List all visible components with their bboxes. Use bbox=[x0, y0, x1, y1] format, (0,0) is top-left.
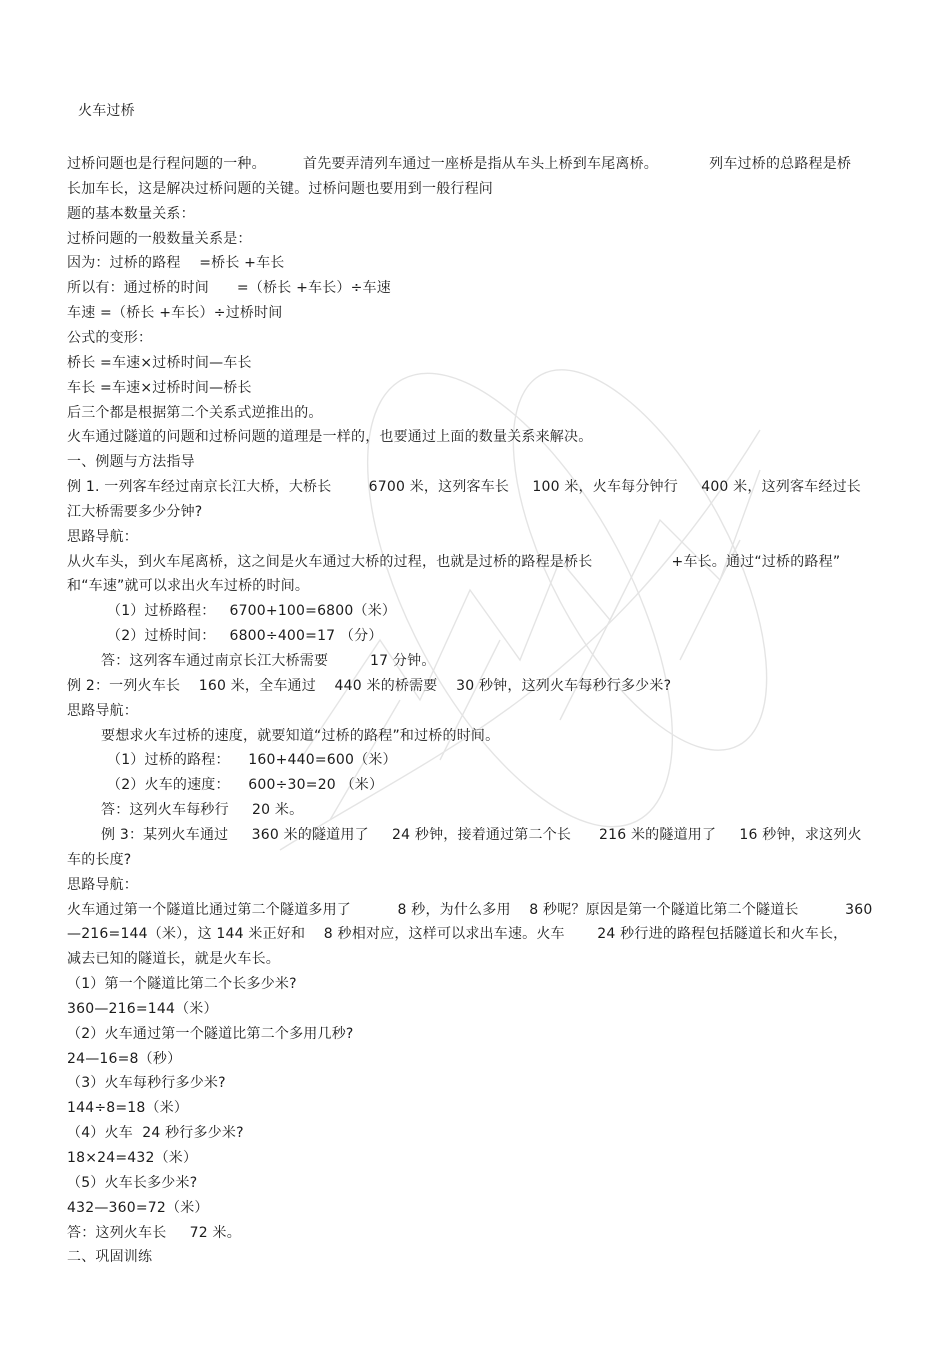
text-line: （4）火车 24 秒行多少米? bbox=[67, 1125, 244, 1142]
text-line: 360—216=144（米） bbox=[67, 1000, 218, 1017]
text-line: 思路导航： bbox=[67, 876, 138, 893]
text-line: （1）过桥的路程： 160+440=600（米） bbox=[107, 752, 397, 769]
text-line: 题的基本数量关系： bbox=[67, 205, 195, 222]
text-line: 答：这列火车长 72 米。 bbox=[67, 1224, 241, 1241]
text-line: （2）火车通过第一个隧道比第二个多用几秒? bbox=[67, 1025, 354, 1042]
text-line: 从火车头，到火车尾离桥，这之间是火车通过大桥的过程，也就是过桥的路程是桥长 +车长。通过“过桥的路程” bbox=[67, 553, 841, 570]
text-line: 例 1. 一列客车经过南京长江大桥，大桥长 6700 米，这列客车长 100 米，火车每分钟行 400 米，这列客车经过长 bbox=[67, 479, 861, 496]
text-line: 二、巩固训练 bbox=[67, 1249, 153, 1266]
text-line: 过桥问题的一般数量关系是： bbox=[67, 230, 252, 247]
text-line: 车长 =车速×过桥时间—桥长 bbox=[67, 379, 252, 396]
text-line: （3）火车每秒行多少米? bbox=[67, 1075, 226, 1092]
text-line: 432—360=72（米） bbox=[67, 1199, 209, 1216]
text-line: —216=144（米），这 144 米正好和 8 秒相对应，这样可以求出车速。火车 24 秒行进的路程包括隧道长和火车长， bbox=[67, 926, 848, 943]
text-line: 所以有：通过桥的时间 =（桥长 +车长）÷车速 bbox=[67, 280, 391, 297]
text-line: 火车通过隧道的问题和过桥问题的道理是一样的，也要通过上面的数量关系来解决。 bbox=[67, 429, 593, 446]
text-line: （2）过桥时间： 6800÷400=17 （分） bbox=[107, 628, 383, 645]
text-line: 例 2：一列火车长 160 米，全车通过 440 米的桥需要 30 秒钟，这列火车每秒行多少米? bbox=[67, 677, 672, 694]
text-line: 24—16=8（秒） bbox=[67, 1050, 182, 1067]
text-line: （5）火车长多少米? bbox=[67, 1174, 198, 1191]
page-title: 火车过桥 bbox=[78, 103, 135, 119]
text-line: 桥长 =车速×过桥时间—车长 bbox=[67, 354, 252, 371]
text-line: （2）火车的速度： 600÷30=20 （米） bbox=[107, 777, 384, 794]
text-line: 要想求火车过桥的速度，就要知道“过桥的路程”和过桥的时间。 bbox=[101, 727, 500, 744]
text-line: 思路导航： bbox=[67, 702, 138, 719]
text-line: 和“车速”就可以求出火车过桥的时间。 bbox=[67, 578, 310, 595]
text-line: 江大桥需要多少分钟? bbox=[67, 503, 203, 520]
text-line: 思路导航： bbox=[67, 528, 138, 545]
text-line: 车的长度? bbox=[67, 851, 132, 868]
text-line: （1）过桥路程： 6700+100=6800（米） bbox=[107, 603, 397, 620]
text-line: 后三个都是根据第二个关系式逆推出的。 bbox=[67, 404, 323, 421]
text-line: 答：这列客车通过南京长江大桥需要 17 分钟。 bbox=[101, 653, 436, 669]
text-line: 减去已知的隧道长，就是火车长。 bbox=[67, 951, 280, 968]
text-line: 因为：过桥的路程 =桥长 +车长 bbox=[67, 255, 285, 272]
text-line: 火车通过第一个隧道比通过第二个隧道多用了 8 秒，为什么多用 8 秒呢？原因是第一个隧道比第二个隧道长 360 bbox=[67, 901, 873, 918]
text-line: 18×24=432（米） bbox=[67, 1150, 198, 1166]
text-line: 长加车长，这是解决过桥问题的关键。过桥问题也要用到一般行程问 bbox=[67, 180, 493, 197]
text-line: 一、例题与方法指导 bbox=[67, 454, 195, 471]
text-line: 144÷8=18（米） bbox=[67, 1100, 189, 1117]
text-line: 车速 =（桥长 +车长）÷过桥时间 bbox=[67, 305, 283, 322]
text-line: 例 3：某列火车通过 360 米的隧道用了 24 秒钟，接着通过第二个长 216 米的隧道用了 16 秒钟，求这列火 bbox=[101, 826, 862, 843]
text-line: 答：这列火车每秒行 20 米。 bbox=[101, 802, 304, 819]
text-line: 过桥问题也是行程问题的一种。 首先要弄清列车通过一座桥是指从车头上桥到车尾离桥。 列车过桥的总路程是桥 bbox=[67, 156, 852, 172]
text-line: 公式的变形： bbox=[67, 329, 153, 346]
text-line: （1）第一个隧道比第二个长多少米? bbox=[67, 976, 297, 993]
